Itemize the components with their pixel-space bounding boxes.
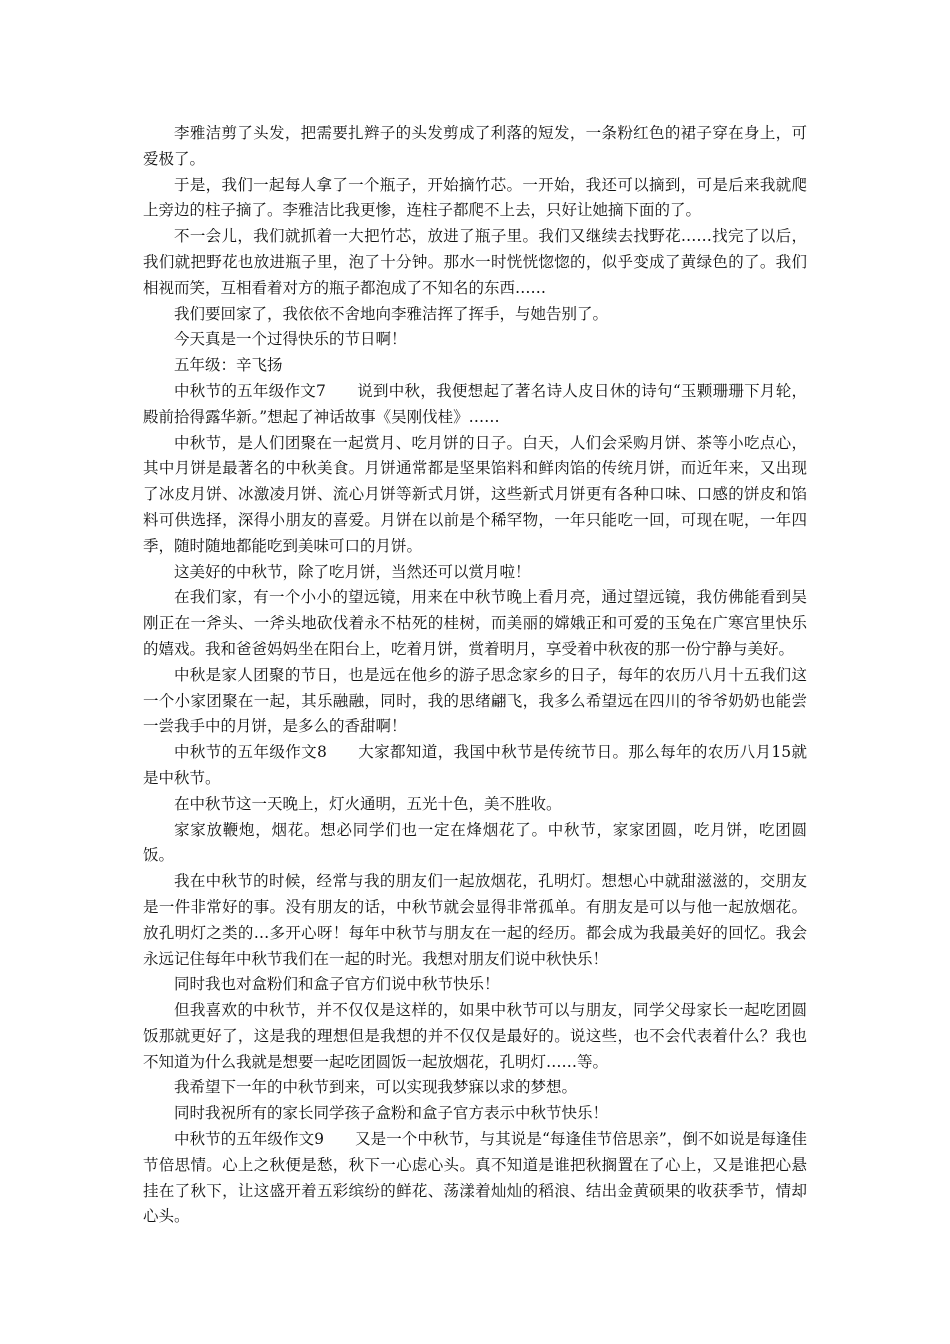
paragraph <box>143 1101 807 1127</box>
paragraph <box>143 740 807 792</box>
paragraph <box>143 121 807 173</box>
paragraph-text: 同时我也对盒粉们和盒子官方们说中秋节快乐！ <box>174 975 500 994</box>
paragraph-text: 在我们家，有一个小小的望远镜，用来在中秋节晚上看月亮，通过望远镜，我仿佛能看到吴刚正在一斧头、一斧头地砍伐着永不枯死的桂树，而美丽的嫦娥正和可爱的玉兔在广寒宫里快乐的嬉戏。我和爸爸妈妈坐在阳台上，吃着月饼，赏着明月，享受着中秋夜的那一份宁静与美好。 <box>143 588 807 658</box>
paragraph <box>143 818 807 870</box>
paragraph-text: 于是，我们一起每人拿了一个瓶子，开始摘竹芯。一开始，我还可以摘到，可是后来我就爬上旁边的柱子摘了。李雅洁比我更惨，连柱子都爬不上去，只好让她摘下面的了。 <box>143 175 807 220</box>
paragraph <box>143 585 807 662</box>
paragraph <box>143 1127 807 1230</box>
paragraph-text: 又是一个中秋节，与其说是“每逢佳节倍思亲”，倒不如说是每逢佳节倍思情。心上之秋便是愁，秋下一心虑心头。真不知道是谁把秋搁置在了心上，又是谁把心悬挂在了秋下，让这盛开着五彩缤纷的鲜花、荡漾着灿灿的稻浪、结出金黄硕果的收获季节，情却心头。 <box>143 1130 807 1226</box>
paragraph-text: 同时我祝所有的家长同学孩子盒粉和盒子官方表示中秋节快乐！ <box>174 1104 609 1123</box>
paragraph-text: 大家都知道，我国中秋节是传统节日。那么每年的农历八月15就是中秋节。 <box>143 743 807 787</box>
paragraph-text: 今天真是一个过得快乐的节日啊！ <box>174 330 407 349</box>
paragraph <box>143 792 807 818</box>
paragraph-heading: 中秋节的五年级作文7 <box>174 381 326 400</box>
paragraph-heading: 中秋节的五年级作文8 <box>174 743 327 762</box>
paragraph-text: 但我喜欢的中秋节，并不仅仅是这样的，如果中秋节可以与朋友，同学父母家长一起吃团圆饭那就更好了，这是我的理想但是我想的并不仅仅是最好的。说这些，也不会代表着什么？我也不知道为什么我就是想要一起吃团圆饭一起放烟花，孔明灯……等。 <box>143 1001 807 1071</box>
paragraph-text: 中秋是家人团聚的节日，也是远在他乡的游子思念家乡的日子，每年的农历八月十五我们这一个小家团聚在一起，其乐融融，同时，我的思绪翩飞，我多么希望远在四川的爷爷奶奶也能尝一尝我手中的月饼，是多么的香甜啊！ <box>143 665 807 736</box>
paragraph-text: 不一会儿，我们就抓着一大把竹芯，放进了瓶子里。我们又继续去找野花……找完了以后，我们就把野花也放进瓶子里，泡了十分钟。那水一时恍恍惚惚的，似乎变成了黄绿色的了。我们相视而笑，互相看着对方的瓶子都泡成了不知名的东西…… <box>143 227 807 297</box>
paragraph-text: 我们要回家了，我依依不舍地向李雅洁挥了挥手，与她告别了。 <box>174 304 609 323</box>
paragraph-text: 说到中秋，我便想起了著名诗人皮日休的诗句“玉颗珊珊下月轮，殿前拾得露华新。”想起了神话故事《吴刚伐桂》…… <box>143 381 807 426</box>
paragraph-text: 在中秋节这一天晚上，灯火通明，五光十色，美不胜收。 <box>174 794 562 813</box>
paragraph <box>143 379 807 431</box>
paragraph-text: 中秋节，是人们团聚在一起赏月、吃月饼的日子。白天，人们会采购月饼、茶等小吃点心，其中月饼是最著名的中秋美食。月饼通常都是坚果馅料和鲜肉馅的传统月饼，而近年来，又出现了冰皮月饼、冰激凌月饼、流心月饼等新式月饼，这些新式月饼更有各种口味、口感的饼皮和馅料可供选择，深得小朋友的喜爱。月饼在以前是个稀罕物，一年只能吃一回，可现在呢，一年四季，随时随地都能吃到美味可口的月饼。 <box>143 433 807 555</box>
paragraph-text: 家家放鞭炮，烟花。想必同学们也一定在烽烟花了。中秋节，家家团圆，吃月饼，吃团圆饭。 <box>143 820 807 865</box>
paragraph <box>143 663 807 740</box>
document-body <box>143 121 807 1230</box>
paragraph-heading: 中秋节的五年级作文9 <box>174 1130 325 1149</box>
paragraph <box>143 173 807 225</box>
paragraph <box>143 869 807 972</box>
paragraph <box>143 560 807 586</box>
paragraph-text: 五年级：辛飞扬 <box>174 356 283 375</box>
paragraph-text: 李雅洁剪了头发，把需要扎辫子的头发剪成了利落的短发，一条粉红色的裙子穿在身上，可爱极了。 <box>143 124 807 168</box>
paragraph <box>143 972 807 998</box>
paragraph <box>143 353 807 379</box>
paragraph-text: 我希望下一年的中秋节到来，可以实现我梦寐以求的梦想。 <box>174 1078 578 1097</box>
paragraph <box>143 302 807 328</box>
paragraph <box>143 1075 807 1101</box>
paragraph <box>143 431 807 560</box>
paragraph-text: 这美好的中秋节，除了吃月饼，当然还可以赏月啦！ <box>174 562 531 581</box>
paragraph <box>143 998 807 1075</box>
paragraph-text: 我在中秋节的时候，经常与我的朋友们一起放烟花，孔明灯。想想心中就甜滋滋的，交朋友是一件非常好的事。没有朋友的话，中秋节就会显得非常孤单。有朋友是可以与他一起放烟花。放孔明灯之类的…多开心呀！每年中秋节与朋友在一起的经历。都会成为我最美好的回忆。我会永远记住每年中秋节我们在一起的时光。我想对朋友们说中秋快乐！ <box>143 872 807 968</box>
paragraph <box>143 224 807 301</box>
paragraph <box>143 327 807 353</box>
